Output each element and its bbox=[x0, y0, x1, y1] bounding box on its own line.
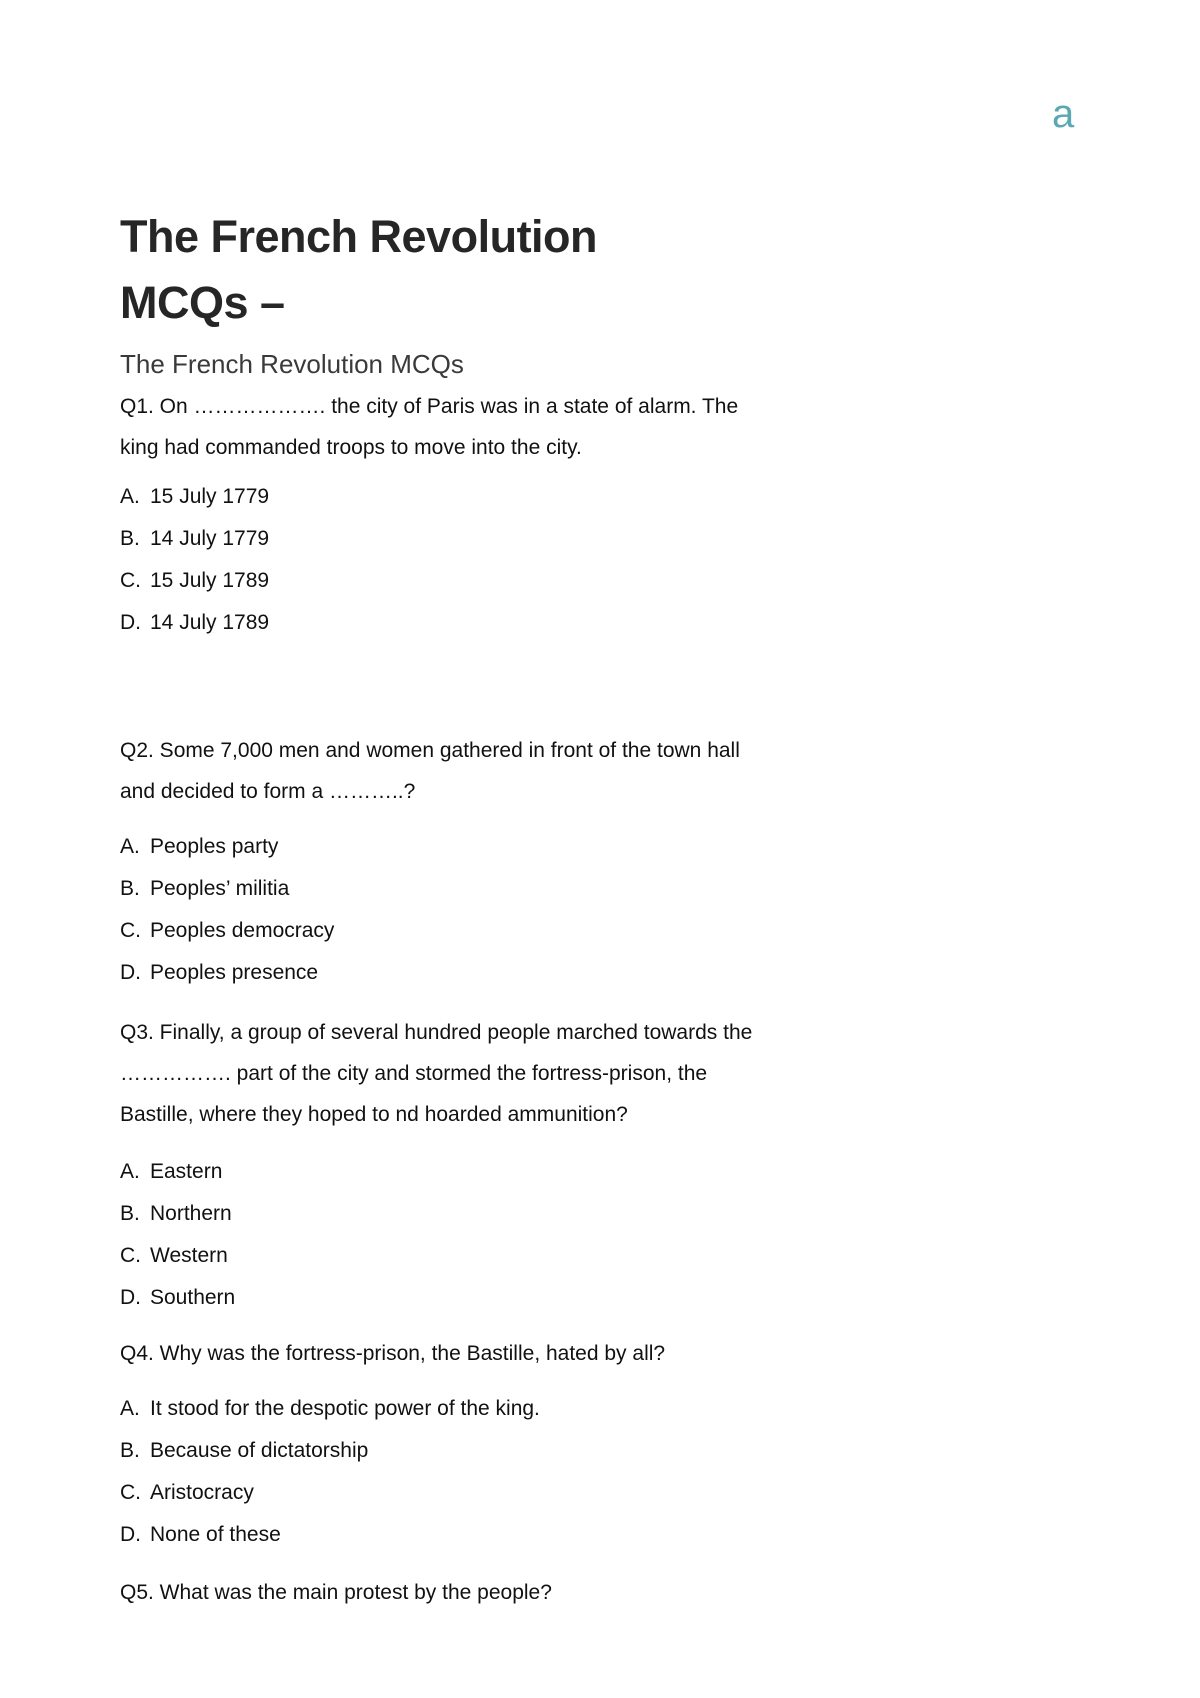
option-item bbox=[120, 1388, 780, 1430]
option-letter: D. bbox=[120, 1523, 141, 1546]
corner-mark: a bbox=[1052, 92, 1075, 136]
option-letter: C. bbox=[120, 919, 141, 942]
option-item bbox=[120, 1235, 780, 1277]
question-block-3 bbox=[120, 1012, 780, 1319]
title-line-2: MCQs – bbox=[120, 277, 285, 328]
option-text: 14 July 1789 bbox=[150, 611, 270, 634]
option-item bbox=[120, 1430, 780, 1472]
option-item bbox=[120, 868, 780, 910]
option-list-4 bbox=[120, 1388, 780, 1556]
option-letter: C. bbox=[120, 569, 141, 592]
option-letter: D. bbox=[120, 611, 141, 634]
option-list-2 bbox=[120, 826, 780, 994]
option-letter: C. bbox=[120, 1244, 141, 1267]
option-item bbox=[120, 1472, 780, 1514]
option-item bbox=[120, 826, 780, 868]
option-letter: D. bbox=[120, 1286, 141, 1309]
option-text: Peoples party bbox=[150, 835, 279, 858]
option-letter: A. bbox=[120, 1160, 140, 1183]
option-item bbox=[120, 476, 780, 518]
option-letter: B. bbox=[120, 1202, 140, 1225]
option-text: Western bbox=[150, 1244, 228, 1267]
option-letter: A. bbox=[120, 485, 140, 508]
question-text-4: Q4. Why was the fortress-prison, the Bastille, hated by all? bbox=[120, 1342, 666, 1365]
document-content bbox=[120, 204, 780, 1613]
option-list-1 bbox=[120, 476, 780, 644]
question-block-1 bbox=[120, 386, 780, 644]
option-text: 15 July 1789 bbox=[150, 569, 270, 592]
option-item bbox=[120, 910, 780, 952]
option-item bbox=[120, 952, 780, 994]
option-text: Aristocracy bbox=[150, 1481, 254, 1504]
question-text-5: Q5. What was the main protest by the people? bbox=[120, 1581, 552, 1604]
option-text: 14 July 1779 bbox=[150, 527, 270, 550]
page-subtitle: The French Revolution MCQs bbox=[120, 349, 464, 379]
question-text-1: Q1. On ………………. the city of Paris was in a state of alarm. The king had commanded troops to move into the city. bbox=[120, 395, 739, 459]
question-text-2: Q2. Some 7,000 men and women gathered in front of the town hall and decided to form a ………..? bbox=[120, 739, 740, 803]
option-list-3 bbox=[120, 1151, 780, 1319]
option-letter: D. bbox=[120, 961, 141, 984]
option-letter: B. bbox=[120, 1439, 140, 1462]
option-text: None of these bbox=[150, 1523, 281, 1546]
option-letter: A. bbox=[120, 835, 140, 858]
option-letter: B. bbox=[120, 527, 140, 550]
option-text: Because of dictatorship bbox=[150, 1439, 369, 1462]
option-item bbox=[120, 1151, 780, 1193]
option-item bbox=[120, 1514, 780, 1556]
option-letter: B. bbox=[120, 877, 140, 900]
option-text: Southern bbox=[150, 1286, 236, 1309]
option-text: Peoples democracy bbox=[150, 919, 335, 942]
option-text: Peoples presence bbox=[150, 961, 319, 984]
title-line-1: The French Revolution bbox=[120, 211, 598, 262]
option-text: Eastern bbox=[150, 1160, 223, 1183]
option-item bbox=[120, 518, 780, 560]
option-item bbox=[120, 1193, 780, 1235]
option-letter: A. bbox=[120, 1397, 140, 1420]
option-letter: C. bbox=[120, 1481, 141, 1504]
question-text-3: Q3. Finally, a group of several hundred people marched towards the ……………. part of the city and stormed the fortress-prison, the Bastille, where they hoped to nd hoarded ammunition? bbox=[120, 1021, 753, 1126]
question-block-2 bbox=[120, 730, 780, 994]
option-text: 15 July 1779 bbox=[150, 485, 270, 508]
page-title bbox=[120, 204, 780, 336]
option-text: Northern bbox=[150, 1202, 232, 1225]
option-item bbox=[120, 602, 780, 644]
option-text: Peoples’ militia bbox=[150, 877, 290, 900]
option-item bbox=[120, 560, 780, 602]
question-block-4 bbox=[120, 1333, 780, 1556]
question-block-5 bbox=[120, 1572, 780, 1613]
option-text: It stood for the despotic power of the king. bbox=[150, 1397, 540, 1420]
option-item bbox=[120, 1277, 780, 1319]
